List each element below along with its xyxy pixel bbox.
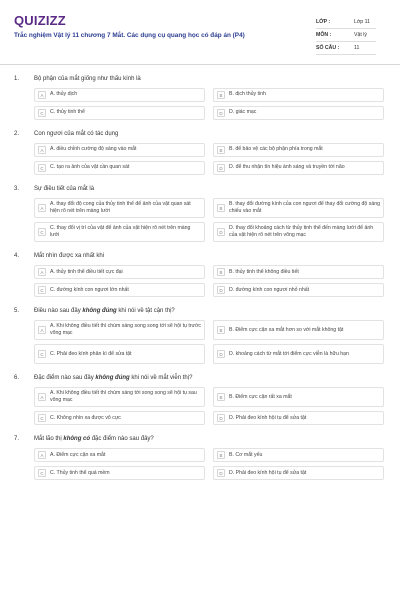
question-number: 2.: [14, 131, 20, 137]
option-letter: D: [217, 286, 225, 294]
option-letter: C: [38, 109, 46, 117]
question-text-end: khi nói về tật cận thị?: [116, 308, 175, 315]
question-text-end: khi nói về mắt viễn thị?: [129, 375, 193, 382]
answer-option-d[interactable]: [213, 466, 384, 480]
meta-value: 11: [354, 45, 360, 51]
question-1: [14, 76, 386, 120]
option-text: C. thủy tinh thể: [50, 109, 85, 116]
answer-option-d[interactable]: [213, 344, 384, 364]
answer-option-b[interactable]: [213, 265, 384, 279]
option-letter: A: [38, 393, 46, 401]
option-letter: C: [38, 414, 46, 422]
answer-option-c[interactable]: [34, 411, 205, 425]
meta-label: MÔN :: [316, 32, 332, 38]
answer-options: [34, 88, 384, 120]
option-letter: B: [217, 393, 225, 401]
question-text-start: Mắt lão thị: [34, 436, 64, 443]
option-letter: D: [217, 414, 225, 422]
option-letter: D: [217, 164, 225, 172]
question-text-start: Đặc điểm nào sau đây: [34, 375, 96, 382]
option-letter: C: [38, 350, 46, 358]
option-letter: C: [38, 469, 46, 477]
option-letter: B: [217, 91, 225, 99]
question-emphasis: không có: [63, 436, 91, 443]
meta-label: SỐ CÂU :: [316, 45, 340, 51]
meta-value: Lớp 11: [354, 19, 370, 25]
question-head: [14, 253, 386, 259]
question-head: [14, 436, 386, 442]
option-letter: B: [217, 326, 225, 334]
question-text-start: Điều nào sau đây: [34, 308, 83, 315]
option-text: B. để bảo vệ các bộ phận phía trong mắt: [229, 146, 323, 153]
option-text: A. Điểm cực cận xa mắt: [50, 451, 106, 458]
answer-option-b[interactable]: [213, 88, 384, 102]
option-text: A. thay đổi độ cong của thủy tinh thể để ảnh của vật quan sát hiện rõ nét trên màng lưới: [50, 201, 191, 215]
quizizz-logo: QUIZIZZ: [14, 13, 66, 28]
option-text: C. thay đổi vị trí của vật để ảnh của vật hiện rõ nét trên màng lưới: [50, 225, 191, 239]
answer-option-a[interactable]: [34, 88, 205, 102]
option-text: D. Phải đeo kính hội tụ để sửa tật: [229, 414, 307, 421]
question-4: [14, 253, 386, 297]
answer-option-a[interactable]: [34, 387, 205, 407]
option-text: A. điều chỉnh cường độ sáng vào mắt: [50, 146, 137, 153]
option-letter: B: [217, 204, 225, 212]
answer-options: [34, 143, 384, 175]
question-text: Mắt nhìn được xa nhất khi: [34, 253, 104, 260]
answer-option-d[interactable]: [213, 106, 384, 120]
answer-option-b[interactable]: [213, 198, 384, 218]
answer-options: [34, 198, 384, 242]
answer-option-b[interactable]: [213, 387, 384, 407]
question-6: [14, 375, 386, 425]
option-letter: D: [217, 228, 225, 236]
option-text: C. Phải đeo kính phân kì để sửa tật: [50, 350, 132, 357]
option-text: B. Cơ mắt yếu: [229, 451, 263, 458]
option-letter: B: [217, 451, 225, 459]
answer-option-d[interactable]: [213, 222, 384, 242]
answer-option-c[interactable]: [34, 344, 205, 364]
option-text: B. Điểm cực cận rất xa mắt: [229, 393, 292, 400]
question-head: [14, 131, 386, 137]
option-text: C. tạo ra ảnh của vật cần quan sát: [50, 164, 130, 171]
option-letter: A: [38, 268, 46, 276]
question-3: [14, 186, 386, 242]
option-letter: D: [217, 469, 225, 477]
option-text: B. thủy tinh thể không điều tiết: [229, 268, 299, 275]
option-letter: C: [38, 286, 46, 294]
worksheet-header: [14, 12, 386, 64]
option-letter: A: [38, 204, 46, 212]
option-text: C. Không nhìn xa được vô cực: [50, 414, 121, 421]
question-2: [14, 131, 386, 175]
option-letter: A: [38, 91, 46, 99]
question-head: [14, 375, 386, 381]
question-5: [14, 308, 386, 364]
answer-options: [34, 320, 384, 364]
option-text: A. Khi không điều tiết thì chùm sáng tới song song sẽ hội tụ sau võng mạc: [50, 390, 197, 404]
answer-option-c[interactable]: [34, 222, 205, 242]
option-text: B. thay đổi đường kính của con ngươi để thay đổi cường độ sáng chiếu vào mắt: [229, 201, 380, 215]
option-text: D. Phải đeo kính hội tụ để sửa tật: [229, 469, 307, 476]
question-text: [34, 375, 192, 381]
meta-row-class: [316, 16, 376, 29]
question-emphasis: không đúng: [82, 308, 117, 315]
option-text: C. Thủy tinh thể quá mềm: [50, 469, 110, 476]
option-text: D. để thu nhận tín hiệu ánh sáng và truyền tới não: [229, 164, 345, 171]
answer-option-a[interactable]: [34, 143, 205, 157]
answer-option-b[interactable]: [213, 320, 384, 340]
answer-option-c[interactable]: [34, 283, 205, 297]
option-text: C. đường kính con ngươi lớn nhất: [50, 286, 129, 293]
question-number: 3.: [14, 186, 20, 192]
option-letter: A: [38, 326, 46, 334]
question-head: [14, 308, 386, 314]
answer-options: [34, 448, 384, 480]
option-letter: A: [38, 451, 46, 459]
option-text: D. đường kính con ngươi nhỏ nhất: [229, 286, 310, 293]
option-text: A. Khi không điều tiết thì chùm sáng song song tới sẽ hội tụ trước võng mạc: [50, 323, 201, 337]
question-text-end: đặc điểm nào sau đây?: [90, 436, 154, 443]
option-text: B. Điểm cực cận xa mắt hơn so với mắt không tật: [229, 326, 344, 333]
answer-option-a[interactable]: [34, 198, 205, 218]
worksheet-title: Trắc nghiệm Vật lý 11 chương 7 Mắt. Các dụng cụ quang học có đáp án (P4): [14, 32, 245, 39]
question-number: 5.: [14, 308, 20, 315]
question-text: [34, 308, 175, 314]
header-divider: [0, 64, 400, 65]
option-text: D. khoảng cách từ mắt tới điểm cực viễn là hữu hạn: [229, 350, 349, 357]
worksheet-meta: [316, 16, 376, 55]
question-number: 6.: [14, 375, 20, 382]
option-letter: B: [217, 268, 225, 276]
answer-option-a[interactable]: [34, 320, 205, 340]
option-letter: C: [38, 164, 46, 172]
option-text: D. thay đổi khoảng cách từ thủy tinh thể đến màng lưới để ảnh của vật hiện rõ nét trên võng mạc: [229, 225, 374, 239]
meta-row-question-count: [316, 42, 376, 55]
question-text: Bộ phận của mắt giống như thấu kính là: [34, 76, 141, 82]
option-letter: C: [38, 228, 46, 236]
answer-option-c[interactable]: [34, 161, 205, 175]
answer-option-a[interactable]: [34, 448, 205, 462]
option-text: A. thủy tinh thể điều tiết cực đại: [50, 268, 123, 275]
question-text: Sự điều tiết của mắt là: [34, 186, 95, 192]
question-head: [14, 76, 386, 82]
answer-option-b[interactable]: [213, 448, 384, 462]
answer-options: [34, 265, 384, 297]
question-text: Con ngươi của mắt có tác dụng: [34, 131, 119, 137]
question-text: [34, 436, 154, 442]
meta-row-subject: [316, 29, 376, 42]
question-head: [14, 186, 386, 192]
option-letter: A: [38, 146, 46, 154]
answer-option-d[interactable]: [213, 411, 384, 425]
answer-option-c[interactable]: [34, 466, 205, 480]
answer-option-a[interactable]: [34, 265, 205, 279]
meta-value: Vật lý: [354, 32, 367, 38]
question-7: [14, 436, 386, 480]
answer-option-d[interactable]: [213, 283, 384, 297]
option-text: A. thủy dịch: [50, 91, 78, 98]
meta-label: LỚP :: [316, 19, 331, 25]
option-letter: B: [217, 146, 225, 154]
answer-option-b[interactable]: [213, 143, 384, 157]
option-text: D. giác mạc: [229, 109, 257, 116]
question-number: 4.: [14, 253, 20, 260]
answer-option-d[interactable]: [213, 161, 384, 175]
question-number: 1.: [14, 76, 20, 82]
option-letter: D: [217, 109, 225, 117]
option-text: B. dịch thủy tinh: [229, 91, 266, 98]
question-emphasis: không đúng: [95, 375, 130, 382]
question-number: 7.: [14, 436, 20, 443]
answer-options: [34, 387, 384, 425]
answer-option-c[interactable]: [34, 106, 205, 120]
option-letter: D: [217, 350, 225, 358]
